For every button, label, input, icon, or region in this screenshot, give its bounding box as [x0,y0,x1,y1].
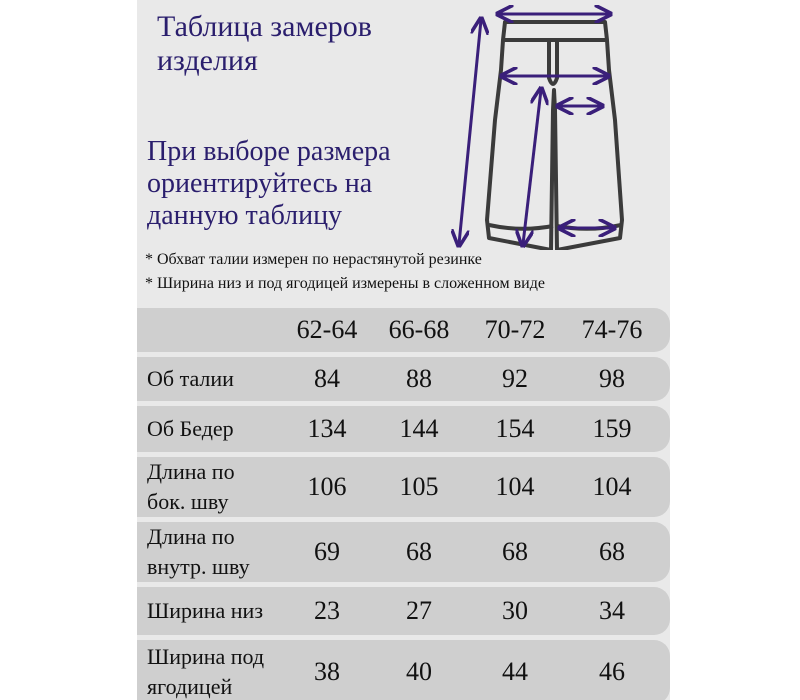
table-cell: 106 [307,472,347,501]
table-cell: 23 [314,596,340,625]
table-cell: 98 [599,364,625,393]
table-cell: 68 [406,537,432,566]
row-label: Ширина низ [147,598,264,623]
table-cell: 27 [406,596,432,625]
size-header-row [137,308,670,352]
table-cell: 159 [592,414,632,443]
table-cell: 104 [495,472,535,501]
table-cell: 38 [314,657,340,686]
table-cell: 134 [307,414,347,443]
table-cell: 144 [399,414,439,443]
note-waist: * Обхват талии измерен по нерастянутой резинке [145,251,482,268]
size-choice-hint: При выборе размера ориентируйтесь на данную таблицу [147,136,391,231]
row-label: Об Бедер [147,416,234,441]
size-header-cell: 74-76 [581,315,643,344]
note-width: * Ширина низ и под ягодицей измерены в сложенном виде [145,275,545,292]
table-cell: 154 [495,414,535,443]
table-row [137,457,670,517]
pants-measurement-icon [437,0,670,250]
size-header-cell: 70-72 [484,315,546,344]
table-cell: 69 [314,537,340,566]
table-cell: 104 [592,472,632,501]
table-row [137,406,670,452]
table-cell: 34 [599,596,625,625]
row-label: Об талии [147,366,234,391]
table-cell: 68 [599,537,625,566]
table-cell: 105 [399,472,439,501]
table-cell: 46 [599,657,625,686]
size-header-cell: 62-64 [296,315,358,344]
table-cell: 84 [314,364,340,393]
measurement-card [137,0,670,700]
table-cell: 40 [406,657,432,686]
table-cell: 68 [502,537,528,566]
table-row [137,640,670,700]
row-label: Длина по бок. шву [147,459,235,514]
table-cell: 44 [502,657,528,686]
table-cell: 88 [406,364,432,393]
table-row [137,587,670,635]
table-cell: 30 [502,596,528,625]
page-title: Таблица замеров изделия [157,10,372,77]
row-label: Ширина под ягодицей [147,644,265,699]
row-label: Длина по внутр. шву [147,524,250,579]
table-cell: 92 [502,364,528,393]
table-row [137,357,670,401]
size-header-cell: 66-68 [388,315,450,344]
table-row [137,522,670,582]
